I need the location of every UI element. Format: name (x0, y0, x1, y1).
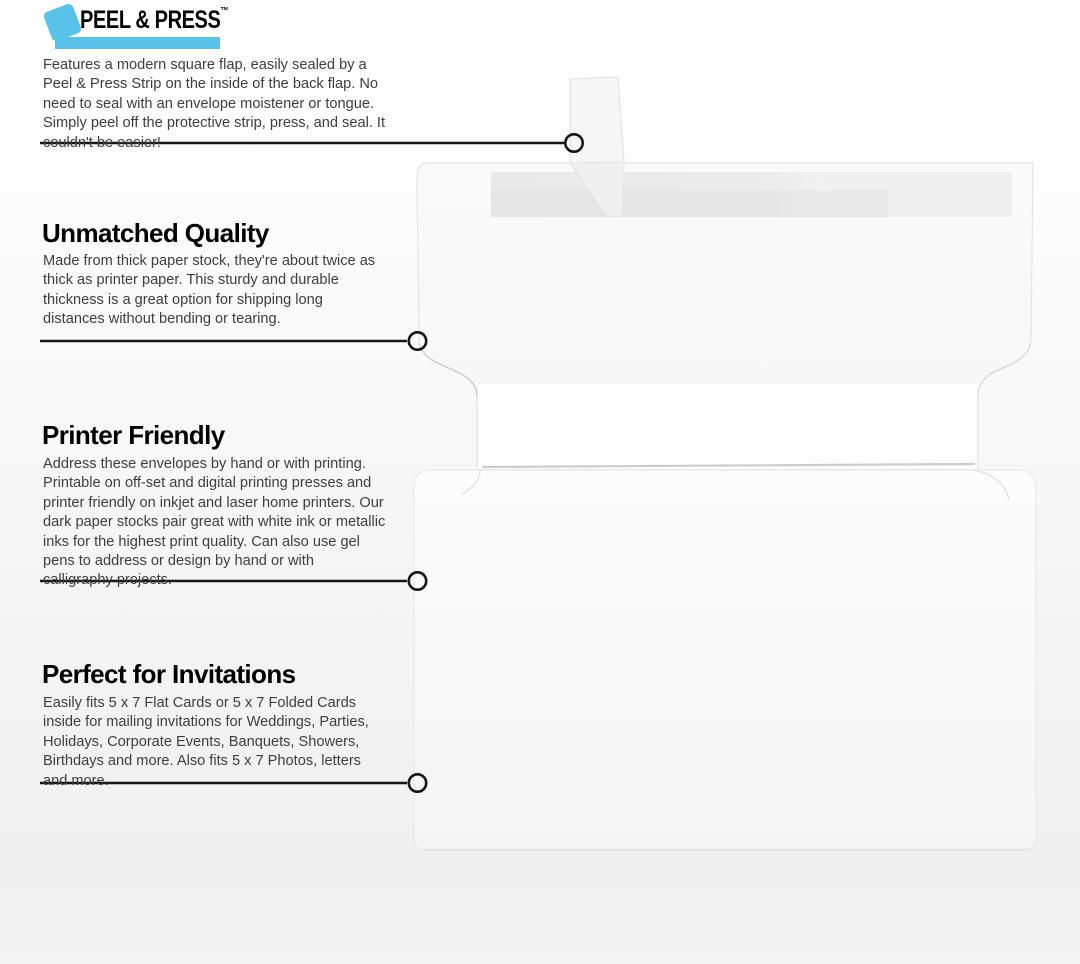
intro-paragraph: Features a modern square flap, easily sealed by a Peel & Press Strip on the inside of the back flap. No need to seal with an envelope moistener or tongue. Simply peel off the protective strip, press, and seal. It couldn't be easier! (43, 57, 386, 151)
section-body-perfect-for-invitations: Easily fits 5 x 7 Flat Cards or 5 x 7 Folded Cards inside for mailing invitations for Weddings, Parties, Holidays, Corporate Events, Banquets, Showers, Birthdays and more. Also fits 5 x 7 Photos, letters and more. (43, 695, 369, 789)
section-body-unmatched-quality: Made from thick paper stock, they're about twice as thick as printer paper. This sturdy and durable thickness is a great option for shipping long distances without bending or tearing. (43, 253, 376, 328)
logo-trademark-symbol: ™ (220, 6, 229, 17)
section-body-printer-friendly: Address these envelopes by hand or with printing. Printable on off-set and digital printing presses and printer friendly on inkjet and laser home printers. Our dark paper stocks pair great with white ink or metallic inks for the highest print quality. Can also use gel pens to address or design by hand or with calligraphy projects. (43, 456, 386, 589)
glue-strip-shade (491, 190, 888, 217)
logo-wordmark-text: PEEL & PRESS (80, 6, 221, 34)
envelope-body (414, 470, 1036, 849)
section-heading-perfect-for-invitations: Perfect for Invitations (42, 659, 296, 689)
logo-wordmark (80, 6, 228, 35)
section-heading-printer-friendly: Printer Friendly (42, 420, 225, 450)
logo-underline-bar (55, 37, 220, 49)
envelope-throat (478, 384, 977, 469)
section-heading-unmatched-quality: Unmatched Quality (42, 218, 269, 248)
